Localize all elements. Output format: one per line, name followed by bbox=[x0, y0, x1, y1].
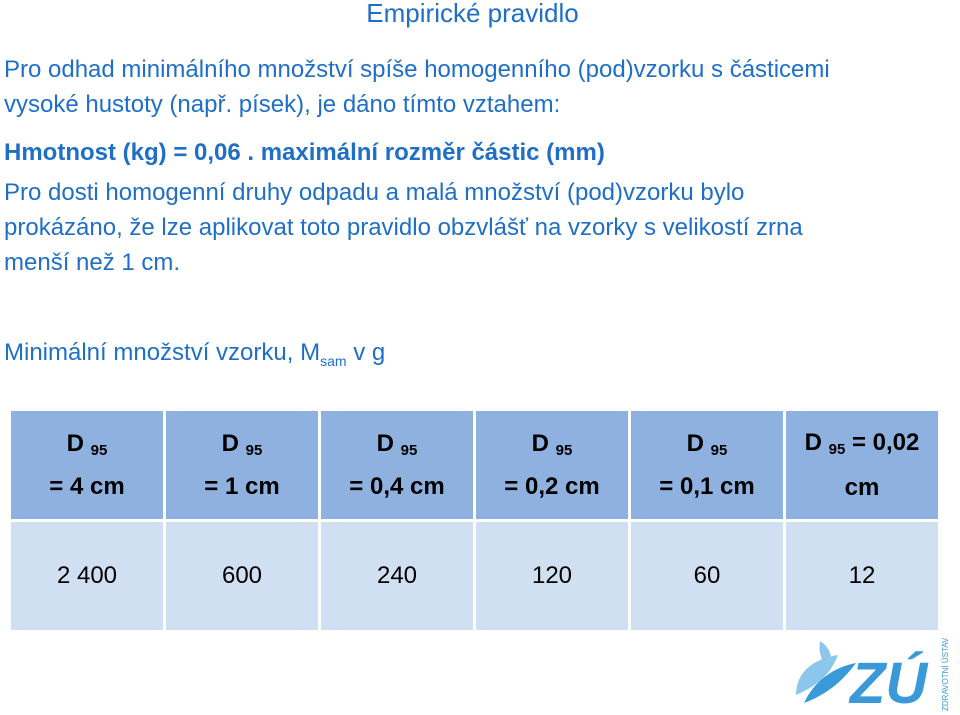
logo-wordmark: ZÚ bbox=[850, 651, 928, 713]
d95-subscript: 95 bbox=[828, 440, 846, 458]
header-cell-0-1cm bbox=[631, 411, 783, 519]
d95-label: D bbox=[221, 429, 239, 457]
subheading-main: Minimální množství vzorku, M bbox=[4, 339, 321, 366]
header-value: = 0,2 cm bbox=[504, 472, 600, 500]
logo-vertical-text: ZDRAVOTNÍ ÚSTAV bbox=[941, 637, 950, 711]
d95-label: D bbox=[66, 429, 84, 457]
value-cell: 60 bbox=[631, 522, 783, 630]
table-values-row bbox=[11, 522, 938, 630]
intro-line-2: vysoké hustoty (např. písek), je dáno tímto vztahem: bbox=[4, 91, 561, 118]
note-line-1: Pro dosti homogenní druhy odpadu a malá množství (pod)vzorku bylo bbox=[4, 179, 745, 206]
slide-title: Empirické pravidlo bbox=[366, 0, 579, 28]
formula: Hmotnost (kg) = 0,06 . maximální rozměr částic (mm) bbox=[4, 139, 605, 166]
table-subheading bbox=[4, 335, 385, 379]
d95-label: D bbox=[686, 429, 704, 457]
d95-subscript: 95 bbox=[555, 441, 573, 459]
header-value: = 0,1 cm bbox=[659, 472, 755, 500]
header-value-inline: = 0,02 bbox=[845, 428, 920, 456]
note-line-2: prokázáno, že lze aplikovat toto pravidlo obzvlášť na vzorky s velikostí zrna bbox=[4, 214, 803, 241]
d95-subscript: 95 bbox=[710, 441, 728, 459]
d95-subscript: 95 bbox=[245, 441, 263, 459]
szu-logo bbox=[790, 633, 955, 713]
intro-paragraph bbox=[4, 52, 954, 122]
header-cell-0-4cm bbox=[321, 411, 473, 519]
value-cell: 600 bbox=[166, 522, 318, 630]
d95-subscript: 95 bbox=[90, 441, 108, 459]
header-value: = 1 cm bbox=[204, 472, 280, 500]
header-cell-0-2cm bbox=[476, 411, 628, 519]
subheading-subscript: sam bbox=[320, 353, 347, 369]
value-cell: 2 400 bbox=[11, 522, 163, 630]
sample-size-table bbox=[8, 408, 941, 633]
note-line-3: menší než 1 cm. bbox=[4, 249, 181, 276]
value-cell: 240 bbox=[321, 522, 473, 630]
leaf-icon bbox=[796, 641, 856, 703]
d95-label: D bbox=[376, 429, 394, 457]
header-value: = 4 cm bbox=[49, 472, 125, 500]
note-paragraph bbox=[4, 175, 954, 280]
intro-line-1: Pro odhad minimálního množství spíše homogenního (pod)vzorku s částicemi bbox=[4, 56, 830, 83]
header-cell-4cm bbox=[11, 411, 163, 519]
subheading-tail: v g bbox=[346, 339, 386, 366]
header-cell-1cm bbox=[166, 411, 318, 519]
header-value: = 0,4 cm bbox=[349, 472, 445, 500]
value-cell: 12 bbox=[786, 522, 938, 630]
d95-label: D bbox=[531, 429, 549, 457]
value-cell: 120 bbox=[476, 522, 628, 630]
d95-subscript: 95 bbox=[400, 441, 418, 459]
table-header-row bbox=[11, 411, 938, 519]
header-cell-0-02cm bbox=[786, 411, 938, 519]
d95-label: D bbox=[804, 428, 822, 456]
header-value-line2: cm bbox=[844, 473, 880, 501]
